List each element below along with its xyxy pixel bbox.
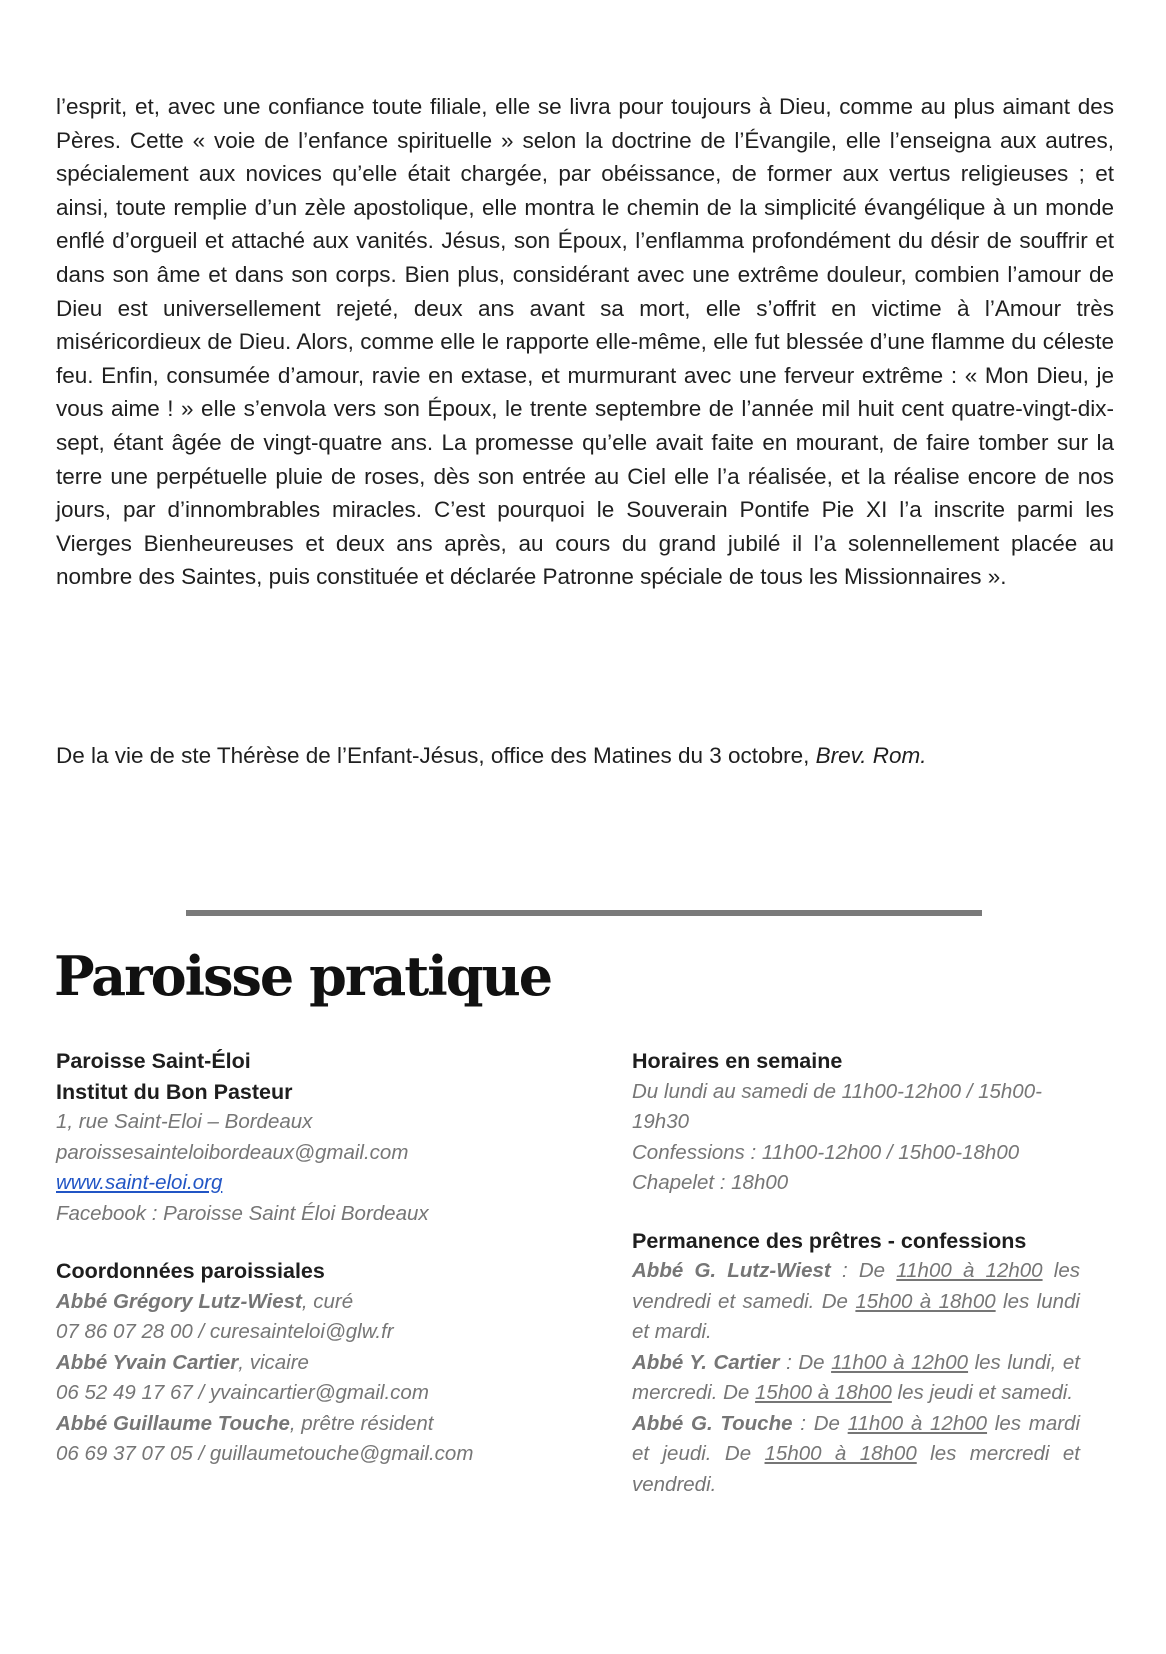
permanence-text: les lundi, et mercredi. De (632, 1350, 1080, 1404)
spacer (632, 1199, 1080, 1226)
parish-address: 1, rue Saint-Eloi – Bordeaux (56, 1110, 313, 1133)
source-text: De la vie de ste Thérèse de l’Enfant-Jésus, office des Matines du 3 octobre, (56, 743, 816, 768)
permanence-text: : De (830, 1259, 897, 1282)
priest-name: Abbé G. Lutz-Wiest (632, 1259, 831, 1282)
parish-info-column (56, 1046, 516, 1470)
confession-hours: Confessions : 11h00-12h00 / 15h00-18h00 (632, 1140, 1020, 1164)
rosary-time: Chapelet : 18h00 (632, 1171, 789, 1194)
facebook-page: Facebook : Paroisse Saint Éloi Bordeaux (56, 1201, 429, 1225)
time-slot: 15h00 à 18h00 (764, 1442, 917, 1465)
contacts-heading: Coordonnées paroissiales (56, 1259, 325, 1283)
permanence-entry (632, 1409, 1080, 1501)
priest-name: Abbé Grégory Lutz-Wiest (56, 1289, 302, 1313)
permanence-text: les mercredi et vendredi. (632, 1442, 1080, 1496)
contact-name-line (56, 1287, 516, 1318)
section-divider (186, 910, 982, 916)
parish-email: paroissesainteloibordeaux@gmail.com (56, 1140, 409, 1164)
website-link[interactable]: www.saint-eloi.org (56, 1171, 223, 1194)
contact-details: 06 52 49 17 67 / yvaincartier@gmail.com (56, 1381, 429, 1404)
body-paragraph: l’esprit, et, avec une confiance toute filiale, elle se livra pour toujours à Dieu, comme au plus aimant des Pères. Cette « voie de l’enfance spirituelle » selon la doctrine de l’Évangile, elle l’enseigna aux autres, spécialement aux novices qu’elle était chargée, par obéissance, de former aux vertus religieuses ; et ainsi, toute remplie d’un zèle apostolique, elle montra le chemin de la simplicité évangélique à un monde enflé d’orgueil et attaché aux vanités. Jésus, son Époux, l’enflamma profondément du désir de souffrir et dans son âme et dans son corps. Bien plus, considérant avec une extrême douleur, combien l’amour de Dieu est universellement rejeté, deux ans avant sa mort, elle s’offrit en victime à l’Amour très miséricordieux de Dieu. Alors, comme elle le rapporte elle-même, elle fut blessée d’une flamme du céleste feu. Enfin, consumée d’amour, ravie en extase, et murmurant avec une ferveur extrême : « Mon Dieu, je vous aime ! » elle s’envola vers son Époux, le trente septembre de l’année mil huit cent quatre-vingt-dix-sept, étant âgée de vingt-quatre ans. La promesse qu’elle avait faite en mourant, de faire tomber sur la terre une perpétuelle pluie de roses, dès son entrée au Ciel elle l’a réalisée, et la réalise encore de nos jours, par d’innombrables miracles. C’est pourquoi le Souverain Pontife Pie XI l’a inscrite parmi les Vierges Bienheureuses et deux ans après, au cours du grand jubilé il l’a solennellement placée au nombre des Saintes, puis constituée et déclarée Patronne spéciale de tous les Missionnaires ». (56, 94, 1114, 590)
priest-name: Abbé Guillaume Touche (56, 1411, 290, 1435)
priest-role: , vicaire (238, 1350, 309, 1374)
priest-name: Abbé Y. Cartier (632, 1350, 780, 1374)
permanence-text: les jeudi et samedi. (891, 1381, 1074, 1404)
parish-name: Paroisse Saint-Éloi (56, 1049, 251, 1073)
institute-name: Institut du Bon Pasteur (56, 1079, 293, 1104)
priest-name: Abbé Yvain Cartier (56, 1350, 239, 1374)
weekday-hours: Du lundi au samedi de 11h00-12h00 / 15h00-19h30 (632, 1079, 1042, 1133)
contact-details: 07 86 07 28 00 / curesainteloi@glw.fr (56, 1320, 394, 1343)
time-slot: 11h00 à 12h00 (831, 1350, 969, 1374)
contact-name-line (56, 1409, 516, 1440)
priest-role: , curé (301, 1289, 354, 1313)
time-slot: 11h00 à 12h00 (847, 1411, 988, 1435)
permanence-text: les mardi et jeudi. De (632, 1411, 1080, 1465)
permanence-heading: Permanence des prêtres - confessions (632, 1228, 1027, 1253)
permanence-text: : De (792, 1411, 848, 1435)
contact-name-line (56, 1348, 516, 1379)
section-title: Paroisse pratique (54, 944, 552, 1008)
spacer (56, 1229, 516, 1256)
priest-name: Abbé G. Touche (632, 1411, 793, 1435)
permanence-text: les vendredi et samedi. De (632, 1259, 1080, 1313)
permanence-entry (632, 1256, 1080, 1348)
priest-role: , prêtre résident (289, 1411, 434, 1435)
hours-heading: Horaires en semaine (632, 1049, 843, 1073)
permanence-text: les lundi et mardi. (632, 1289, 1080, 1343)
time-slot: 11h00 à 12h00 (896, 1259, 1043, 1282)
time-slot: 15h00 à 18h00 (755, 1381, 892, 1404)
permanence-entry (632, 1348, 1080, 1409)
source-italic: Brev. Rom. (815, 743, 927, 768)
time-slot: 15h00 à 18h00 (855, 1289, 996, 1313)
source-citation (56, 740, 1114, 772)
contact-details: 06 69 37 07 05 / guillaumetouche@gmail.com (56, 1442, 474, 1465)
permanence-text: : De (779, 1350, 832, 1374)
schedule-column (632, 1046, 1080, 1500)
